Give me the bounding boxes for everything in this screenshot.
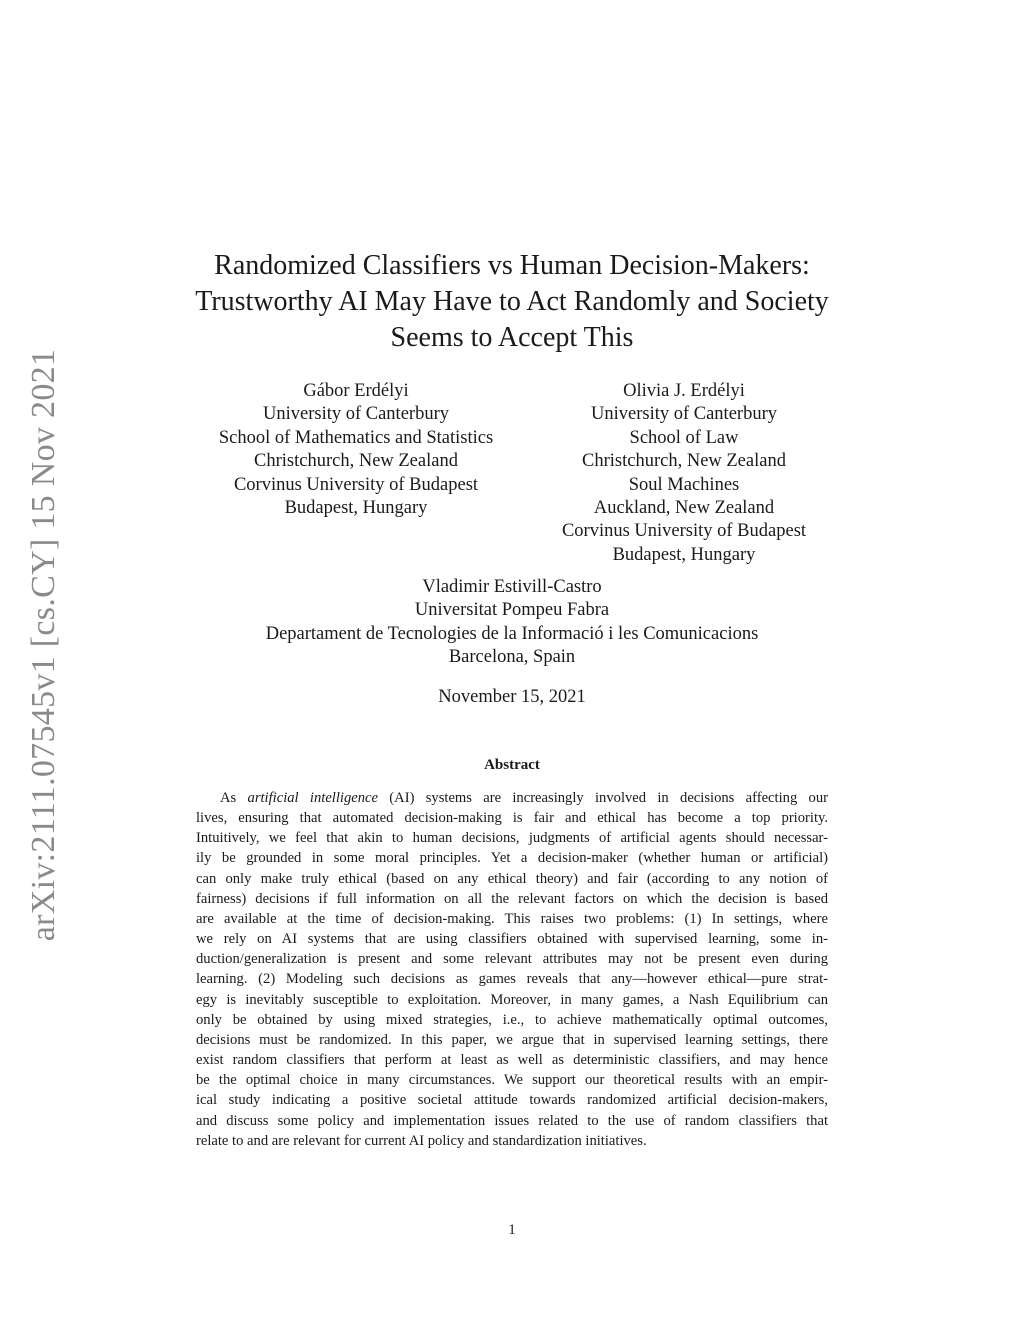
paper-title xyxy=(130,248,894,356)
author-affiliation: Budapest, Hungary xyxy=(284,498,428,519)
author-block-gabor-erdelyi xyxy=(186,380,526,520)
arxiv-identifier: arXiv:2111.07545v1 [cs.CY] 15 Nov 2021 xyxy=(25,348,62,942)
author-affiliation: Christchurch, New Zealand xyxy=(582,451,786,472)
author-affiliation: School of Law xyxy=(629,427,739,448)
author-name: Vladimir Estivill-Castro xyxy=(422,577,602,597)
title-line: Trustworthy AI May Have to Act Randomly and Society xyxy=(195,286,829,317)
abstract-line: decisions must be randomized. In this paper, we argue that in supervised learning settings, there xyxy=(196,1031,828,1048)
title-line: Seems to Accept This xyxy=(390,322,634,353)
author-affiliation: Departament de Tecnologies de la Informació i les Comunicacions xyxy=(265,623,759,644)
author-affiliation: University of Canterbury xyxy=(263,404,449,425)
author-affiliation: Barcelona, Spain xyxy=(448,647,576,668)
author-affiliation: Budapest, Hungary xyxy=(612,544,756,565)
abstract-text: As xyxy=(220,790,248,806)
abstract-line: duction/generalization is present and some relevant attributes may not be present even during xyxy=(196,951,828,968)
abstract-line: we rely on AI systems that are using classifiers obtained with supervised learning, some in- xyxy=(196,931,828,948)
author-affiliation: Christchurch, New Zealand xyxy=(254,451,458,472)
author-name: Gábor Erdélyi xyxy=(303,381,409,401)
author-affiliation: School of Mathematics and Statistics xyxy=(218,427,494,448)
abstract-text: (AI) systems are increasingly involved in decisions affecting our xyxy=(378,790,828,806)
author-block-olivia-erdelyi xyxy=(524,380,844,567)
abstract-line: be the optimal choice in many circumstances. We support our theoretical results with an empir- xyxy=(196,1072,828,1089)
abstract-line xyxy=(196,788,828,808)
author-affiliation: Universitat Pompeu Fabra xyxy=(414,600,610,621)
author-affiliation: Auckland, New Zealand xyxy=(593,498,775,519)
author-affiliation: Corvinus University of Budapest xyxy=(561,521,807,542)
title-line: Randomized Classifiers vs Human Decision-Makers: xyxy=(214,250,810,281)
abstract-emphasis: artificial intelligence xyxy=(247,790,378,806)
abstract-body xyxy=(196,788,828,1151)
abstract-line: can only make truly ethical (based on any ethical theory) and fair (according to any notion of xyxy=(196,870,828,887)
abstract-line: Intuitively, we feel that akin to human decisions, judgments of artificial agents should necessar- xyxy=(196,830,828,847)
page-number: 1 xyxy=(508,1222,516,1238)
author-block-vladimir-estivill-castro xyxy=(212,576,812,670)
abstract-line: are available at the time of decision-making. This raises two problems: (1) In settings, where xyxy=(196,910,828,927)
abstract-heading: Abstract xyxy=(484,757,540,773)
abstract-line: lives, ensuring that automated decision-making is fair and ethical has become a top priority. xyxy=(196,810,828,827)
abstract-line: exist random classifiers that perform at least as well as deterministic classifiers, and may hence xyxy=(196,1052,828,1069)
author-affiliation: University of Canterbury xyxy=(591,404,777,425)
abstract-line: and discuss some policy and implementation issues related to the use of random classifiers that xyxy=(196,1112,828,1129)
abstract-line: learning. (2) Modeling such decisions as games reveals that any—however ethical—pure strat- xyxy=(196,971,828,988)
abstract-line: egy is inevitably susceptible to exploitation. Moreover, in many games, a Nash Equilibrium can xyxy=(196,991,828,1008)
abstract-line: only be obtained by using mixed strategies, i.e., to achieve mathematically optimal outcomes, xyxy=(196,1011,828,1028)
abstract-line: ical study indicating a positive societal attitude towards randomized artificial decision-makers, xyxy=(196,1092,828,1109)
abstract-line: fairness) decisions if full information on all the relevant factors on which the decision is based xyxy=(196,890,828,907)
abstract-line: relate to and are relevant for current AI policy and standardization initiatives. xyxy=(196,1132,647,1149)
author-affiliation: Soul Machines xyxy=(628,474,740,495)
abstract-line: ily be grounded in some moral principles. Yet a decision-maker (whether human or artificial) xyxy=(196,850,828,867)
author-name: Olivia J. Erdélyi xyxy=(623,381,745,401)
publication-date: November 15, 2021 xyxy=(438,687,586,707)
author-affiliation: Corvinus University of Budapest xyxy=(233,474,479,495)
